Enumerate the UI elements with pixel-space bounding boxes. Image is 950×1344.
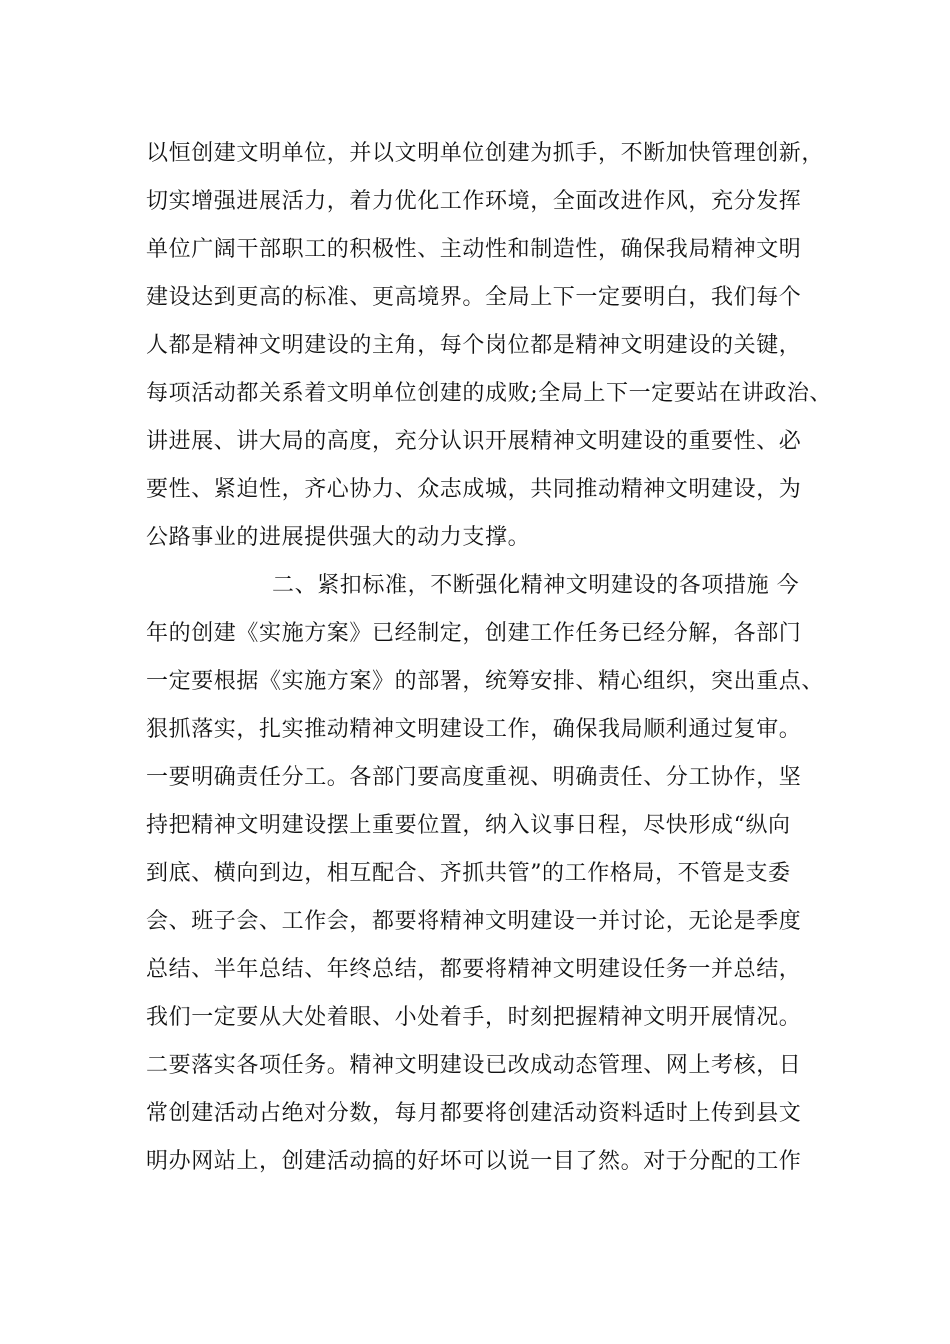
text-line: 狠抓落实，扎实推动精神文明建设工作，确保我局顺利通过复审。 [146, 717, 802, 742]
section-heading: 二、紧扣标准，不断强化精神文明建设的各项措施 今 [272, 573, 800, 598]
text-line: 以恒创建文明单位，并以文明单位创建为抓手，不断加快管理创新， [146, 141, 825, 166]
text-line: 常创建活动占绝对分数，每月都要将创建活动资料适时上传到县文 [146, 1101, 802, 1126]
text-line: 要性、紧迫性，齐心协力、众志成城，共同推动精神文明建设，为 [146, 477, 802, 502]
text-line: 人都是精神文明建设的主角，每个岗位都是精神文明建设的关键， [146, 333, 802, 358]
text-line: 总结、半年总结、年终总结，都要将精神文明建设任务一并总结， [146, 957, 802, 982]
text-line: 到底、横向到边，相互配合、齐抓共管”的工作格局，不管是支委 [146, 861, 791, 886]
text-line: 讲进展、讲大局的高度，充分认识开展精神文明建设的重要性、必 [146, 429, 802, 454]
text-line: 一要明确责任分工。各部门要高度重视、明确责任、分工协作，坚 [146, 765, 802, 790]
text-line: 明办网站上，创建活动搞的好坏可以说一目了然。对于分配的工作 [146, 1149, 802, 1174]
text-line: 单位广阔干部职工的积极性、主动性和制造性，确保我局精神文明 [146, 237, 802, 262]
text-line: 一定要根据《实施方案》的部署，统筹安排、精心组织，突出重点、 [146, 669, 825, 694]
text-line: 年的创建《实施方案》已经制定，创建工作任务已经分解，各部门 [146, 621, 802, 646]
text-line: 每项活动都关系着文明单位创建的成败;全局上下一定要站在讲政治、 [146, 381, 833, 406]
text-line: 公路事业的进展提供强大的动力支撑。 [146, 525, 531, 550]
text-line: 二要落实各项任务。精神文明建设已改成动态管理、网上考核，日 [146, 1053, 802, 1078]
text-line: 持把精神文明建设摆上重要位置，纳入议事日程，尽快形成“纵向 [146, 813, 791, 838]
text-line: 我们一定要从大处着眼、小处着手，时刻把握精神文明开展情况。 [146, 1005, 802, 1030]
text-line: 建设达到更高的标准、更高境界。全局上下一定要明白，我们每个 [146, 285, 802, 310]
text-line: 切实增强进展活力，着力优化工作环境，全面改进作风，充分发挥 [146, 189, 802, 214]
document-body [146, 130, 833, 1186]
text-line: 会、班子会、工作会，都要将精神文明建设一并讨论，无论是季度 [146, 909, 802, 934]
